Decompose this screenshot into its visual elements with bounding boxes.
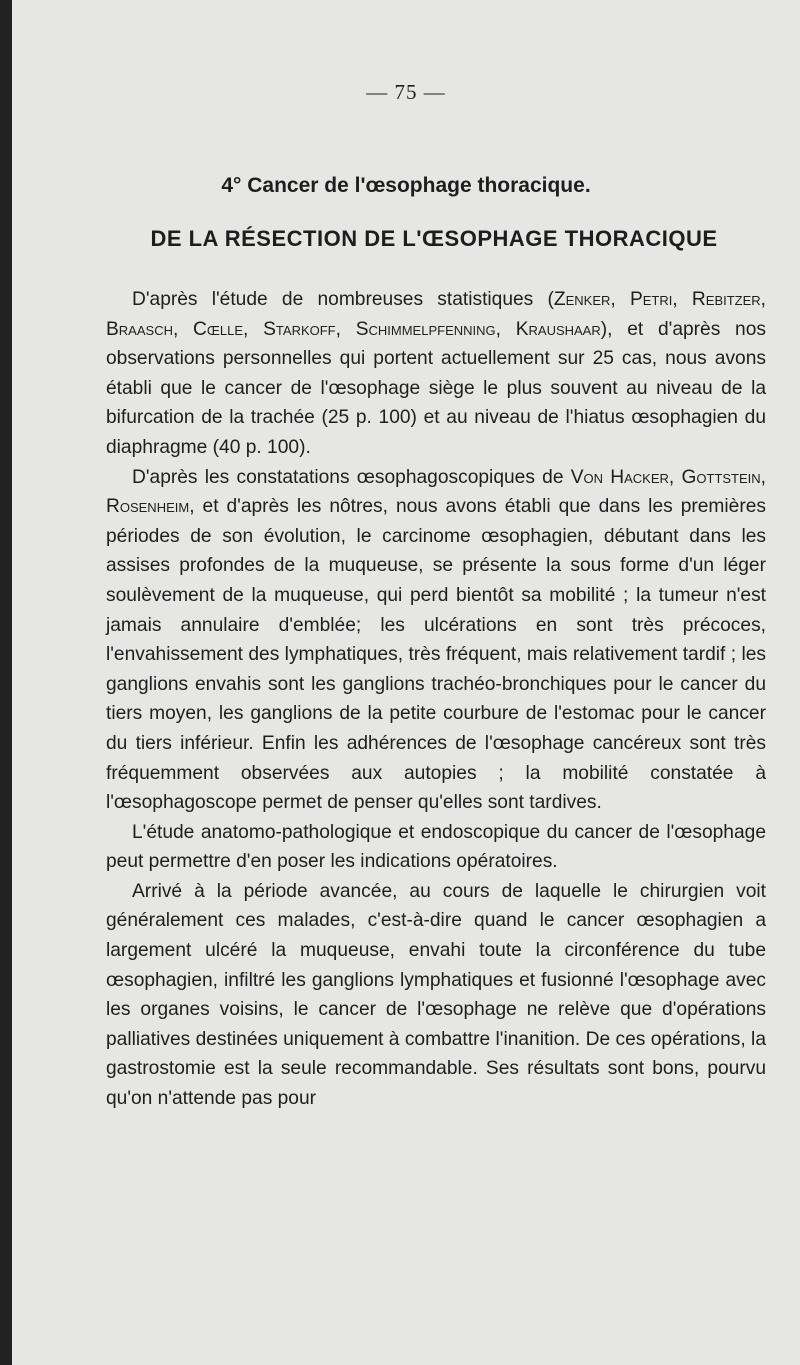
paragraph-2-rest: , et d'après les nôtres, nous avons établi que dans les premières périodes de son évolution, le carcinome œsophagien, débutant dans les assises profondes de la muqueuse, se présente la sous forme d'un léger soulèvement de la muqueuse, qui perd bientôt sa mobilité ; la tumeur n'est jamais annulaire d'emblée; les ulcérations en sont très précoces, l'envahissement des lymphatiques, très fréquent, mais relativement tardif ; les ganglions envahis sont les ganglions trachéo-bronchiques pour le cancer du tiers moyen, les ganglions de la petite courbure de l'estomac pour le cancer du tiers inférieur. Enfin les adhérences de l'œsophage cancéreux sont très fréquemment observées aux autopies ; la mobilité constatée à l'œsophagoscope permet de penser qu'elles sont tardives. — [106, 496, 766, 814]
paragraph-1-intro: D'après l'étude de nombreuses statistiques ( — [132, 289, 554, 310]
paragraph-2-authors: Von Hacker, Gottstein, Rosenheim — [106, 466, 766, 518]
paragraph-1-authors: Zenker, Petri, Rebitzer, Braasch, Cœlle, Starkoff, Schimmelpfenning, Kraushaar — [106, 289, 767, 340]
paragraph-4: Arrivé à la période avancée, au cours de laquelle le chirurgien voit généralement ces malades, c'est-à-dire quand le cancer œsophagien a largement ulcéré la muqueuse, envahi toute la circonférence du tube œsophagien, infiltré les ganglions lymphatiques et fusionné l'œsophage avec les organes voisins, le cancer de l'œsophage ne relève que d'opérations palliatives destinées uniquement à combattre l'inanition. De ces opérations, la gastrostomie est la seule recommandable. Ses résultats sont bons, pourvu qu'on n'attende pas pour — [106, 880, 766, 1110]
scanned-page — [12, 0, 800, 1365]
paragraph-1-rest: ), et d'après nos observations personnelles qui portent actuellement sur 25 cas, nous avons établi que le cancer de l'œsophage siège le plus souvent au niveau de la bifurcation de la trachée (25 p. 100) et au niveau de l'hiatus œsophagien du diaphragme (40 p. 100). — [106, 318, 766, 458]
chapter-title: DE LA RÉSECTION DE L'ŒSOPHAGE THORACIQUE — [150, 226, 718, 251]
paragraph-3: L'étude anatomo-pathologique et endoscopique du cancer de l'œsophage peut permettre d'en poser les indications opératoires. — [106, 821, 766, 873]
section-heading: 4° Cancer de l'œsophage thoracique. — [221, 174, 591, 197]
paragraph-2-intro: D'après les constatations œsophagoscopiques de — [132, 466, 571, 488]
book-binding-edge — [0, 0, 12, 1365]
paragraph-2 — [106, 463, 766, 818]
paragraph-1 — [106, 285, 766, 463]
body-text — [106, 285, 766, 1114]
page-number: — 75 — — [366, 80, 446, 104]
